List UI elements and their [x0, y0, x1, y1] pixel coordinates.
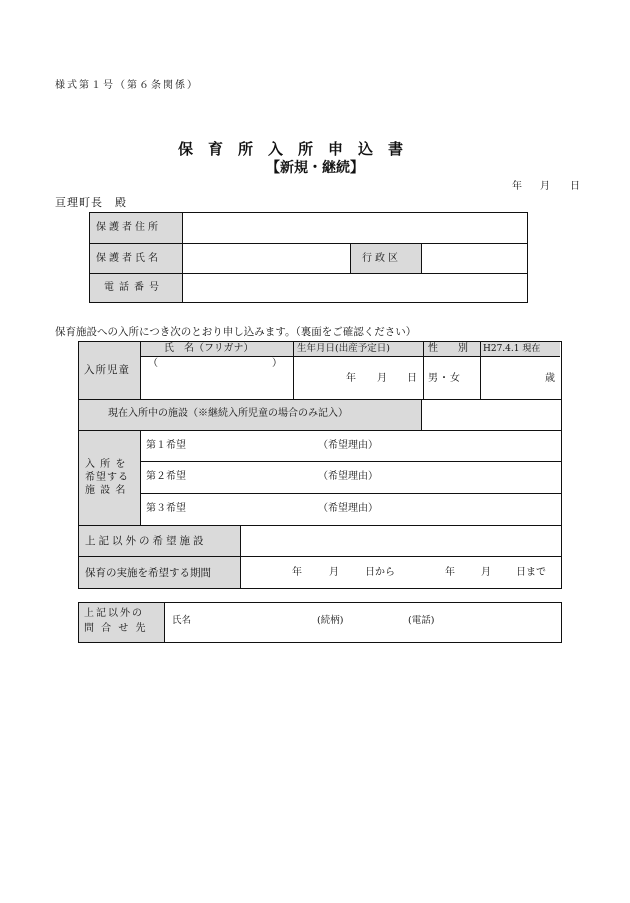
contact-field[interactable]	[165, 604, 560, 641]
child-age-header: H27.4.1 現在	[483, 344, 541, 354]
contact-name-label: 氏名	[172, 615, 192, 626]
desired-label-line-3: 施 設 名	[85, 485, 127, 496]
date-month: 月	[540, 181, 550, 192]
addressee: 亘理町長 殿	[55, 196, 127, 209]
choice-2-reason: （希望理由）	[318, 471, 378, 482]
child-name-field[interactable]	[141, 358, 292, 398]
child-sex-header: 性 別	[428, 343, 468, 354]
child-birth-month: 月	[377, 373, 387, 384]
intro-text: 保育施設への入所につき次のとおり申し込みます。（裏面をご確認ください）	[55, 326, 417, 338]
current-facility-label: 現在入所中の施設（※継続入所児童の場合のみ記入）	[108, 408, 348, 419]
choice-2-field[interactable]	[141, 462, 560, 492]
form-number: 様式第１号（第６条関係）	[55, 80, 199, 91]
period-label: 保育の実施を希望する期間	[85, 567, 211, 579]
desired-label-line-1: 入 所 を	[85, 459, 127, 470]
phone-label: 電話番号	[104, 282, 164, 293]
phone-field[interactable]	[183, 274, 526, 301]
child-name-paren-close: ）	[272, 358, 282, 369]
choice-3-label: 第３希望	[146, 503, 186, 514]
choice-1-label: 第１希望	[146, 440, 186, 451]
child-name-paren-open: （	[148, 358, 158, 369]
contact-phone-label: (電話)	[408, 615, 435, 626]
guardian-name-field[interactable]	[183, 244, 349, 272]
form-subtitle: 【新規・継続】	[266, 160, 364, 176]
child-name-header: 氏 名（フリガナ）	[164, 343, 254, 354]
choice-2-label: 第２希望	[146, 471, 186, 482]
period-to-year: 年	[445, 567, 455, 578]
period-from-month: 月	[329, 567, 339, 578]
child-birth-day: 日	[407, 373, 417, 384]
period-field[interactable]	[241, 558, 560, 587]
district-label: 行政区	[362, 253, 401, 264]
current-facility-field[interactable]	[422, 401, 560, 429]
period-to-day: 日まで	[516, 567, 546, 578]
child-age-field[interactable]	[481, 358, 541, 398]
child-age-unit: 歳	[545, 373, 555, 384]
contact-label-line-1: 上記以外の	[84, 608, 144, 619]
guardian-address-label: 保護者住所	[96, 222, 161, 233]
choice-1-field[interactable]	[141, 431, 560, 460]
child-row-label: 入所児童	[84, 364, 130, 376]
contact-label-line-2: 問 合 せ 先	[84, 623, 148, 634]
date-day: 日	[570, 181, 580, 192]
date-year: 年	[512, 181, 522, 192]
period-from-day: 日から	[365, 567, 395, 578]
period-from-year: 年	[292, 567, 302, 578]
child-birth-header: 生年月日(出産予定日)	[297, 343, 390, 354]
form-title: 保 育 所 入 所 申 込 書	[178, 140, 404, 158]
guardian-name-label: 保護者氏名	[96, 253, 161, 264]
choice-3-reason: （希望理由）	[318, 503, 378, 514]
child-birth-field[interactable]	[294, 358, 422, 398]
child-sex-options[interactable]: 男・女	[428, 373, 461, 384]
contact-relation-label: (続柄)	[317, 615, 344, 626]
other-desired-field[interactable]	[241, 527, 560, 555]
choice-3-field[interactable]	[141, 494, 560, 524]
period-to-month: 月	[481, 567, 491, 578]
district-field[interactable]	[422, 244, 526, 272]
desired-label-line-2: 希望する	[85, 472, 129, 483]
child-birth-year: 年	[346, 373, 356, 384]
guardian-address-field[interactable]	[183, 214, 526, 242]
choice-1-reason: （希望理由）	[318, 440, 378, 451]
other-desired-label: 上記以外の希望施設	[85, 535, 207, 547]
